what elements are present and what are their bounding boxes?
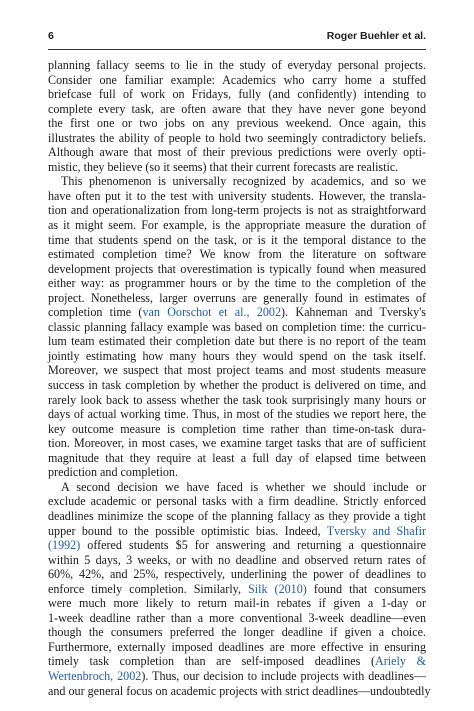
- line-text: offered students $5 for answering and returning a questionnaire: [80, 538, 426, 553]
- text-line: exclude academic or personal tasks with a firm deadline. Strictly enforced: [48, 494, 426, 509]
- text-line: mistic, they believe (so it seems) that their current forecasts are realistic.: [48, 159, 399, 174]
- line-text: completion time (: [48, 305, 143, 320]
- line-text: upper bound to the possible optimistic bias. Indeed,: [48, 523, 327, 538]
- text-line: briefcase full of work on Fridays, fully (and confidently) intending to: [48, 87, 426, 102]
- text-line: Moreover, we suspect that most project teams and most students measure: [48, 363, 426, 378]
- text-line: tion and operationalization from long-term projects is not as straightforward: [48, 203, 426, 218]
- text-line: planning fallacy seems to lie in the study of everyday personal projects.: [48, 58, 426, 72]
- text-line: project. Nonetheless, larger overruns are generally found in estimates of: [48, 290, 426, 305]
- line-text: ). Kahneman and Tversky's: [281, 305, 426, 320]
- text-line: estimated completion time? We know from the literature on software: [48, 247, 426, 262]
- text-line: tion. Moreover, in most cases, we examine target tasks that are of sufficient: [48, 436, 426, 451]
- text-line: Consider one familiar example: Academics who carry home a stuffed: [48, 72, 426, 87]
- text-line: either way: as programmer hours or by the time to the completion of the: [48, 276, 426, 291]
- paragraph: [48, 58, 426, 174]
- text-line: though the consumers preferred the longer deadline if given a choice.: [48, 625, 426, 640]
- text-line: 1-week deadline rather than a more conventional 3-week deadline—even: [48, 610, 426, 625]
- text-line: success in task completion by whether the product is delivered on time, and: [48, 378, 426, 393]
- text-line: key outcome measure is completion time rather than time-on-task dura-: [48, 421, 426, 436]
- text-line: [48, 582, 426, 597]
- text-line: magnitude that they require at least a full day of elapsed time between: [48, 450, 426, 465]
- text-line: the first one or two jobs on any previous weekend. Once again, this: [48, 116, 426, 131]
- citation-link[interactable]: (1992): [48, 538, 81, 553]
- citation-link[interactable]: Silk (2010): [248, 581, 307, 596]
- text-line: were much more likely to return mail-in rebates if given a 1-day or: [48, 596, 426, 611]
- text-line: This phenomenon is universally recognized by academics, and so we: [61, 174, 426, 189]
- text-line: illustrates the ability of people to hold two seemingly contradictory beliefs.: [48, 130, 426, 145]
- text-line: classic planning fallacy example was based on completion time: the curricu-: [48, 319, 426, 334]
- text-line: [48, 654, 426, 669]
- citation-link[interactable]: Wertenbroch, 2002: [48, 668, 142, 683]
- text-line: jointly estimating how many hours they would spend on the task itself.: [48, 348, 426, 363]
- text-line: have often put it to the test with university students. However, the transla-: [48, 188, 426, 203]
- text-line: A second decision we have faced is whether we should include or: [61, 479, 426, 494]
- text-line: rarely look back to assess whether the task took surprisingly many hours or: [48, 392, 426, 407]
- text-line: within 5 days, 3 weeks, or with no deadline and observed return rates of: [48, 552, 426, 567]
- text-line: lum team estimated their completion date but there is no report of the team: [48, 334, 426, 349]
- citation-link[interactable]: Ariely &: [375, 654, 426, 669]
- text-line: [48, 305, 426, 320]
- page-number: 6: [48, 30, 54, 42]
- body-text: [48, 58, 431, 698]
- text-line: prediction and completion.: [48, 465, 178, 480]
- line-text: enforce timely completion. Similarly,: [48, 581, 249, 596]
- paragraph: [48, 479, 431, 698]
- text-line: as it might seem. For example, is the appropriate measure the duration of: [48, 218, 426, 233]
- line-text: found that consumers: [306, 581, 426, 596]
- text-line: [48, 669, 426, 684]
- text-line: Although aware that most of their previous predictions were overly opti-: [48, 145, 426, 160]
- running-head: Roger Buehler et al.: [326, 30, 426, 42]
- text-line: complete every task, are often aware that they have never gone beyond: [48, 101, 426, 116]
- text-line: 60%, 42%, and 25%, respectively, underlining the power of deadlines to: [48, 567, 426, 582]
- line-text: ). Thus, our decision to include projects with deadlines—: [141, 668, 426, 683]
- text-line: Furthermore, externally imposed deadlines are more effective in ensuring: [48, 639, 426, 654]
- text-line: deadlines minimize the scope of the planning fallacy as they provide a tight: [48, 508, 426, 523]
- text-line: development projects that overestimation is typically found when measured: [48, 261, 426, 276]
- page-header: [48, 30, 426, 46]
- line-text: timely task completion than are self-imposed deadlines (: [48, 654, 376, 669]
- text-line: [48, 524, 426, 539]
- header-rule: [48, 49, 426, 50]
- text-line: time that students spend on the task, or is it the temporal distance to the: [48, 232, 426, 247]
- paragraph: [48, 174, 426, 479]
- text-line: and our general focus on academic projects with strict deadlines—undoubtedly: [48, 683, 431, 698]
- citation-link[interactable]: Tversky and Shafir: [326, 523, 426, 538]
- text-line: days of actual working time. Thus, in most of the studies we report here, the: [48, 407, 426, 422]
- text-line: [48, 538, 426, 553]
- citation-link[interactable]: van Oorschot et al., 2002: [142, 305, 282, 320]
